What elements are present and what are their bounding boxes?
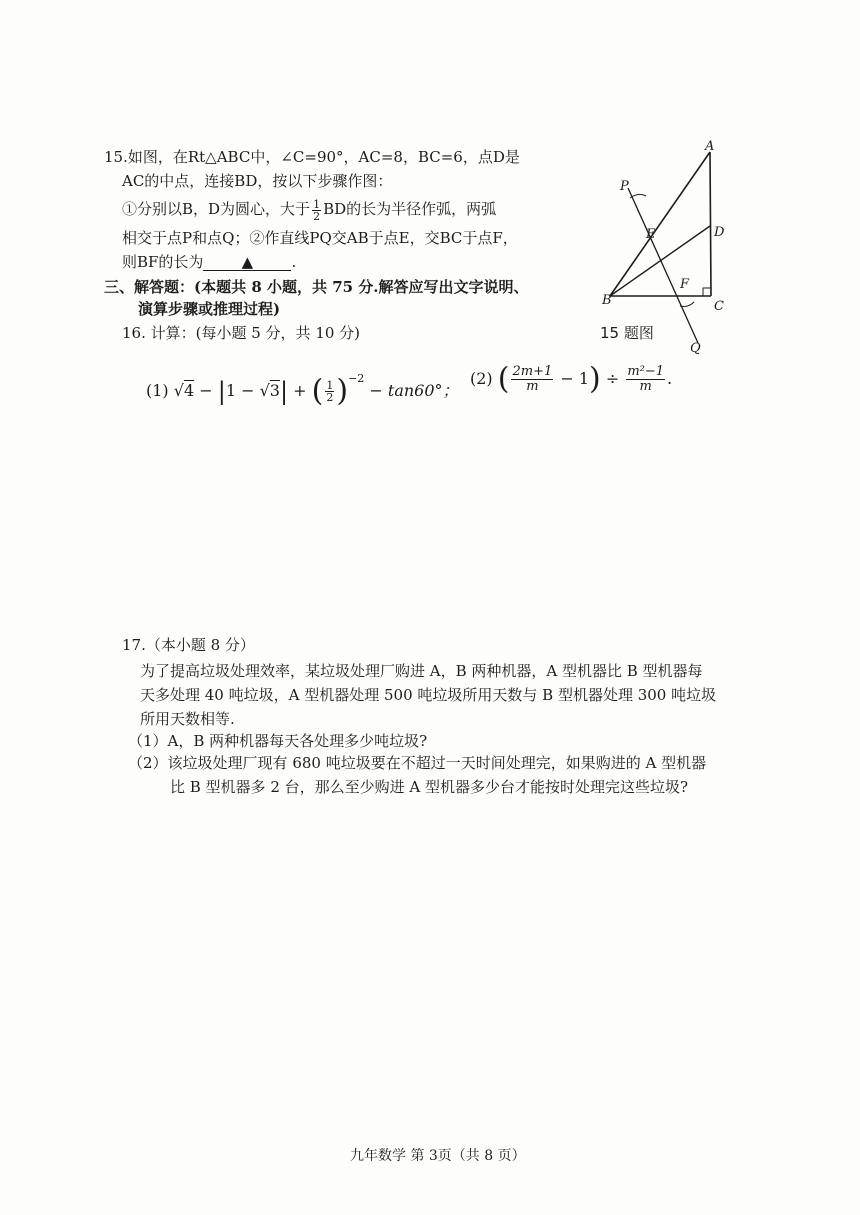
section3-heading-2: 演算步骤或推理过程) <box>138 300 281 318</box>
q16-p1-abs-sqrt: 3 <box>269 381 280 400</box>
abs-bar-right: | <box>279 377 289 406</box>
q15-line3-pre: ①分别以B，D为圆心，大于 <box>122 200 311 218</box>
section3-heading: 三、解答题：(本题共 8 小题，共 75 分.解答应写出文字说明、 <box>104 278 529 296</box>
label-c: C <box>714 299 724 314</box>
segment-bd <box>610 226 710 296</box>
q17-part-2a: （2）该垃圾处理厂现有 680 吨垃圾要在不超过一天时间处理完，如果购进的 A 型机器 <box>128 754 707 772</box>
right-angle-mark <box>703 288 711 296</box>
q16-problem-2 <box>470 362 672 396</box>
q16-p2-div: ÷ <box>605 369 620 388</box>
label-d: D <box>714 225 725 240</box>
q16-p1-exp: −2 <box>348 372 365 385</box>
q16-p2-num2: m²−1 <box>627 364 665 379</box>
q16-p1-label: (1) <box>146 381 169 400</box>
q16-p2-den2: m <box>639 379 652 394</box>
q16-p1-sqrt4: 4 <box>183 381 195 400</box>
q15-line5-end: . <box>291 253 297 271</box>
q16-title: 16. 计算：(每小题 5 分，共 10 分) <box>122 324 361 342</box>
q16-p1-plus: + <box>293 381 307 400</box>
q15-line4: 相交于点P和点Q；②作直线PQ交AB于点E，交BC于点F， <box>122 229 518 247</box>
label-a: A <box>705 139 715 154</box>
q17-part-2b: 比 B 型机器多 2 台，那么至少购进 A 型机器多少台才能按时处理完这些垃圾? <box>170 778 689 796</box>
q16-p1-minus: − <box>199 381 213 400</box>
q16-p2-frac2 <box>626 365 665 394</box>
q16-p1-half-den: 2 <box>326 391 334 404</box>
q15-line2: AC的中点，连接BD，按以下步骤作图： <box>122 172 393 190</box>
q16-p2-end: . <box>667 369 673 388</box>
label-e: E <box>646 227 656 242</box>
abs-bar-left: | <box>217 377 226 406</box>
q15-fraction <box>312 199 321 222</box>
q17-body-3: 所用天数相等. <box>140 710 235 728</box>
q16-p1-abs-a: 1 − <box>225 381 255 400</box>
label-b: B <box>602 293 612 308</box>
line-pq <box>628 188 698 343</box>
q15-line1: 15.如图，在Rt△ABC中，∠C=90°，AC=8，BC=6，点D是 <box>104 148 520 166</box>
q17-body-2: 天多处理 40 吨垃圾，A 型机器处理 500 吨垃圾所用天数与 B 型机器处理 300 吨垃圾 <box>140 686 717 704</box>
paren-open-2: ( <box>497 361 510 397</box>
q16-problem-1: (1) √4 − |1 − √3| + ( $\frac{1}{2}$ )$^{-2}$ − tan60°； <box>146 372 459 409</box>
q16-p2-frac <box>511 365 553 394</box>
q17-body-1: 为了提高垃圾处理效率，某垃圾处理厂购进 A，B 两种机器，A 型机器比 B 型机器每 <box>140 662 703 680</box>
q15-line3 <box>122 198 496 222</box>
q16-p2-den: m <box>526 379 539 394</box>
q16-p2-num: 2m+1 <box>512 364 553 379</box>
q16-p2-label: (2) <box>470 369 493 388</box>
q15-frac-den: 2 <box>313 209 321 223</box>
label-p: P <box>620 179 629 194</box>
segment-ab <box>610 152 710 296</box>
answer-blank <box>203 254 291 271</box>
q15-frac-num: 1 <box>313 197 321 211</box>
q15-line3-post: BD的长为半径作弧，两弧 <box>323 200 497 218</box>
label-q: Q <box>690 341 701 356</box>
q15-line5 <box>122 251 296 273</box>
q15-line5-text: 则BF的长为 <box>122 253 204 271</box>
q16-p1-tail: − tan60°； <box>369 381 459 400</box>
q16-p1-half <box>325 380 334 403</box>
q16-p1-half-num: 1 <box>326 379 334 392</box>
label-f: F <box>680 277 690 292</box>
page-footer: 九年数学 第 3页（共 8 页） <box>350 1148 526 1164</box>
q17-title: 17.（本小题 8 分） <box>122 636 255 654</box>
paren-close-2: ) <box>589 361 601 397</box>
blank-mark: ▲ <box>241 253 254 271</box>
figure-caption: 15 题图 <box>600 324 654 342</box>
paren-open: ( <box>311 373 324 409</box>
paren-close: ) <box>336 373 349 409</box>
q17-part-1: （1）A，B 两种机器每天各处理多少吨垃圾? <box>128 732 428 750</box>
arc-mark-q <box>680 302 694 307</box>
q16-p2-minus1: − 1 <box>560 369 590 388</box>
segment-ac <box>710 152 711 296</box>
